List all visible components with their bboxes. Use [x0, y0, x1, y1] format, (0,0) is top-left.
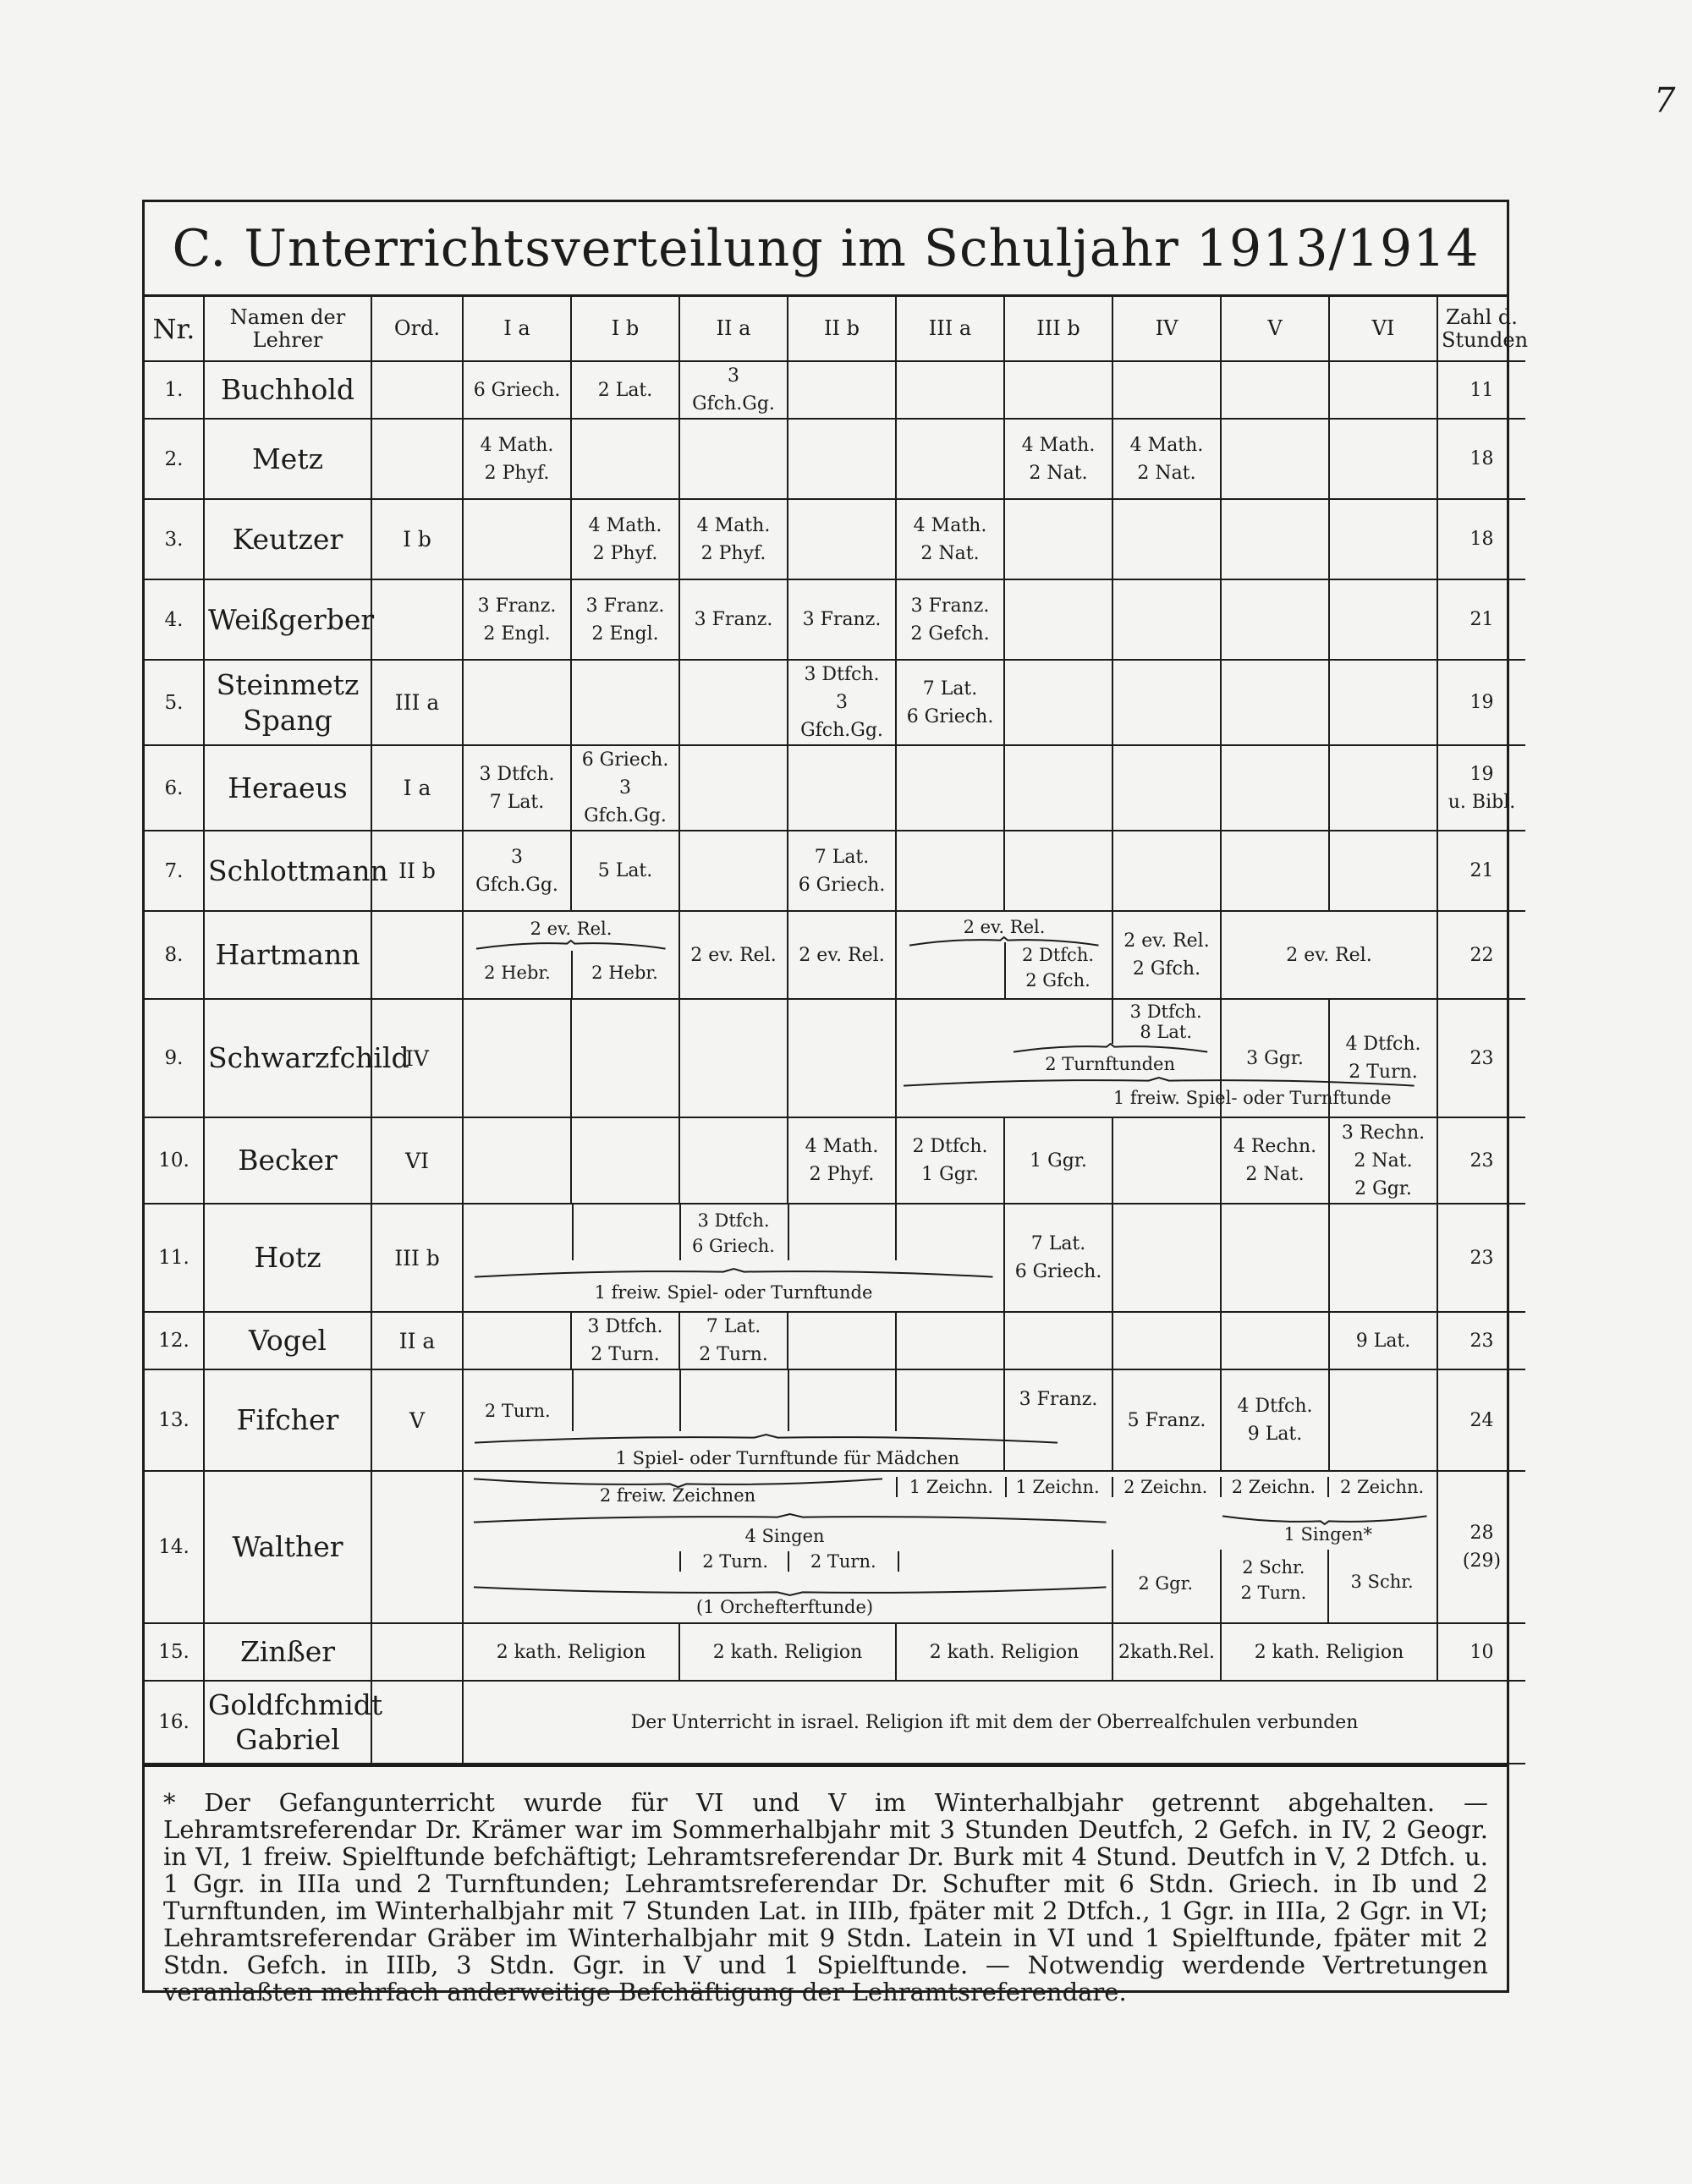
total-hours: 19: [1437, 660, 1525, 745]
cell-note: Der Unterricht in israel. Religion ift mit dem der Oberrealfchulen verbunden: [463, 1681, 1525, 1764]
header-row: [145, 297, 1525, 361]
cell-iv: [1112, 499, 1221, 579]
brace-label: 1 Spiel- oder Turnftunde für Mädchen: [615, 1448, 959, 1468]
cell-ib: [571, 660, 679, 745]
header-class: VI: [1329, 297, 1437, 361]
cell-ib: 2 Hebr.: [591, 963, 658, 983]
cell-iia: 4 Math. 2 Phyf.: [679, 499, 788, 579]
cell-group: 2 kath. Religion: [463, 1623, 679, 1681]
cell-iia: [679, 419, 788, 499]
cell-iiib: [1004, 579, 1112, 660]
header-class: III b: [1004, 297, 1112, 361]
cell-iv: [1112, 361, 1221, 419]
cell-ia-iiia-group: [463, 1204, 1004, 1312]
ordinarius: [371, 579, 463, 660]
cell-ib: [571, 419, 679, 499]
cell-ia: 4 Math. 2 Phyf.: [463, 419, 571, 499]
cell-iib: [788, 745, 896, 831]
cell-zeichnen: 1 Zeichn.: [896, 1477, 1008, 1497]
brace-mark: [1014, 1044, 1207, 1054]
header-class: I b: [571, 297, 679, 361]
brace-label: 2 freiw. Zeichnen: [599, 1485, 756, 1506]
teacher-name: Schlottmann: [204, 831, 371, 911]
cell-group: 2 kath. Religion: [896, 1623, 1112, 1681]
row-number: 12.: [145, 1312, 204, 1369]
total-hours: 23: [1437, 1204, 1525, 1312]
total-hours: 23: [1437, 1312, 1525, 1369]
cell-v: [1221, 745, 1329, 831]
cell-v: [1221, 660, 1329, 745]
table-row: [145, 1471, 1525, 1623]
cell-zeichnen: 2 Zeichn.: [1339, 1477, 1425, 1497]
cell-group: 2 kath. Religion: [1221, 1623, 1437, 1681]
cell-iv: 5 Franz.: [1112, 1369, 1221, 1471]
divider: [788, 1204, 789, 1260]
table-row: [145, 1312, 1525, 1369]
cell-iiia: 2 Dtfch. 1 Ggr.: [896, 1117, 1004, 1204]
cell-iiib: 3 Franz.: [1004, 1369, 1112, 1471]
ordinarius: I b: [371, 499, 463, 579]
header-class: V: [1221, 297, 1329, 361]
brace-label: 2 ev. Rel.: [530, 919, 613, 939]
cell-iia: [679, 660, 788, 745]
total-hours: 24: [1437, 1369, 1525, 1471]
row-number: 11.: [145, 1204, 204, 1312]
teacher-name: Steinmetz Spang: [204, 660, 371, 745]
cell-ia: 2 Hebr.: [484, 963, 551, 983]
schedule-table: [145, 297, 1529, 1764]
cell-vi: [1329, 361, 1437, 419]
cell-v: [1221, 1204, 1329, 1312]
ordinarius: III b: [371, 1204, 463, 1312]
cell-iia: [679, 831, 788, 911]
cell-iv: 3 Dtfch. 8 Lat.: [1129, 1001, 1202, 1043]
row-number: 16.: [145, 1681, 204, 1764]
total-hours: 18: [1437, 499, 1525, 579]
teacher-name: Fifcher: [204, 1369, 371, 1471]
table-row: [145, 999, 1525, 1117]
cell-v: [1221, 831, 1329, 911]
cell-iiia: [896, 1312, 1004, 1369]
header-total: Zahl d. Stunden: [1437, 297, 1525, 361]
row-number: 9.: [145, 999, 204, 1117]
cell-iib: 3 Franz.: [788, 579, 896, 660]
cell-iiia: [896, 831, 1004, 911]
cell-vi: [1329, 1369, 1437, 1471]
table-row: [145, 911, 1525, 999]
cell-ib: 5 Lat.: [571, 831, 679, 911]
brace-mark: [474, 1585, 1107, 1595]
cell-iiia: [896, 361, 1004, 419]
cell-ib: [571, 1117, 679, 1204]
cell-vi: 3 Schr.: [1350, 1572, 1414, 1592]
cell-group: 2kath.Rel.: [1112, 1623, 1221, 1681]
cell-vi: [1329, 419, 1437, 499]
cell-iv: [1112, 1117, 1221, 1204]
schedule-frame: [142, 200, 1529, 2006]
brace-label: 1 freiw. Spiel- oder Turnftunde: [594, 1282, 873, 1303]
cell-iib: 2 ev. Rel.: [788, 911, 896, 999]
total-hours: 23: [1437, 1117, 1525, 1204]
teacher-name: Metz: [204, 419, 371, 499]
divider: [572, 1204, 574, 1260]
cell-iiia: [896, 419, 1004, 499]
cell-iib: [788, 361, 896, 419]
cell-v: [1221, 499, 1329, 579]
cell-ia: [463, 660, 571, 745]
brace-label: 4 Singen: [744, 1526, 825, 1546]
cell-iv: [1112, 1204, 1221, 1312]
ordinarius: [371, 361, 463, 419]
cell-vi: [1329, 499, 1437, 579]
header-name: Namen der Lehrer: [204, 297, 371, 361]
cell-ia: 3 Gfch.Gg.: [463, 831, 571, 911]
cell-ia: [463, 999, 571, 1117]
ordinarius: III a: [371, 660, 463, 745]
cell-ib: 2 Lat.: [571, 361, 679, 419]
brace-mark: [1222, 1514, 1427, 1524]
cell-zeichnen: 2 Zeichn.: [1112, 1477, 1222, 1497]
teacher-name: Becker: [204, 1117, 371, 1204]
teacher-name: Keutzer: [204, 499, 371, 579]
cell-walther-group: [463, 1471, 1437, 1623]
cell-group: 2 kath. Religion: [679, 1623, 896, 1681]
cell-iiib: [1004, 831, 1112, 911]
cell-iib: 7 Lat. 6 Griech.: [788, 831, 896, 911]
brace-label: 1 Singen*: [1283, 1524, 1373, 1545]
cell-ia: [463, 1312, 571, 1369]
cell-ia-ib: [463, 911, 679, 999]
teacher-name: Schwarzfchild: [204, 999, 371, 1117]
cell-iv: [1112, 831, 1221, 911]
brace-mark: [476, 941, 666, 951]
cell-iiia: 3 Franz. 2 Gefch.: [896, 579, 1004, 660]
cell-ib: 3 Franz. 2 Engl.: [571, 579, 679, 660]
cell-iv: [1112, 579, 1221, 660]
ordinarius: [371, 1681, 463, 1764]
cell-iib: [788, 1312, 896, 1369]
total-hours: 19 u. Bibl.: [1437, 745, 1525, 831]
ordinarius: II a: [371, 1312, 463, 1369]
ordinarius: [371, 1471, 463, 1623]
divider: [572, 1370, 574, 1431]
total-hours: 28 (29): [1437, 1471, 1525, 1623]
cell-ia-iiia-group: [463, 1369, 1004, 1471]
cell-iiib: 4 Math. 2 Nat.: [1004, 419, 1112, 499]
teacher-name: Weißgerber: [204, 579, 371, 660]
cell-ib: 3 Dtfch. 2 Turn.: [571, 1312, 679, 1369]
cell-ia: 3 Franz. 2 Engl.: [463, 579, 571, 660]
ordinarius: [371, 419, 463, 499]
total-hours: 21: [1437, 579, 1525, 660]
cell-vi: [1329, 660, 1437, 745]
brace-mark: [904, 1078, 1415, 1088]
cell-iiib: [1004, 361, 1112, 419]
teacher-name: Hartmann: [204, 911, 371, 999]
cell-zeichnen: 2 Zeichn.: [1220, 1477, 1330, 1497]
cell-v-vi: 2 ev. Rel.: [1221, 911, 1437, 999]
footnote: * Der Gefangunterricht wurde für VI und V im Winterhalbjahr getrennt abgehalten. — Lehramtsreferendar Dr. Krämer war im Sommerhalbjahr mit 3 Stunden Deutfch, 2 Gefch. in IV, 2 Geogr. in VI, 1 freiw. Spielftunde befchäftigt; Lehramtsreferendar Dr. Burk mit 4 Stund. Deutfch in V, 2 Dtfch. u. 1 Ggr. in IIIa und 2 Turnftunden; Lehramtsreferendar Dr. Schufter mit 6 Stdn. Griech. in Ib und 2 Turnftunden, im Winterhalbjahr mit 7 Stunden Lat. in IIIb, fpäter mit 2 Dtfch., 1 Ggr. in IIIa, 2 Ggr. in VI; Lehramtsreferendar Gräber im Winterhalbjahr mit 9 Stdn. Latein in VI und 1 Spielftunde, fpäter mit 2 Stdn. Gefch. in IIIb, 3 Stdn. Ggr. in V und 1 Spielftunde. — Notwendig werdende Vertretungen veranlaßten mehrfach anderweitige Befchäftigung der Lehramtsreferendare.: [145, 1764, 1507, 2006]
ordinarius: V: [371, 1369, 463, 1471]
brace-mark: [475, 1435, 1058, 1445]
cell-vi: 3 Rechn. 2 Nat. 2 Ggr.: [1329, 1117, 1437, 1204]
cell-v: [1221, 1312, 1329, 1369]
row-number: 3.: [145, 499, 204, 579]
row-number: 7.: [145, 831, 204, 911]
total-hours: 22: [1437, 911, 1525, 999]
cell-iia: 3 Franz.: [679, 579, 788, 660]
table-row: [145, 1369, 1525, 1471]
row-number: 5.: [145, 660, 204, 745]
cell-iia: 2 ev. Rel.: [679, 911, 788, 999]
teacher-name: Heraeus: [204, 745, 371, 831]
row-number: 8.: [145, 911, 204, 999]
header-class: III a: [896, 297, 1004, 361]
table-row: [145, 361, 1525, 419]
divider: [895, 1370, 897, 1431]
total-hours: 11: [1437, 361, 1525, 419]
cell-ia: [463, 499, 571, 579]
cell-ia: 3 Dtfch. 7 Lat.: [463, 745, 571, 831]
brace-label: (1 Orchefterftunde): [695, 1597, 874, 1617]
cell-zeichnen: 1 Zeichn.: [1003, 1477, 1113, 1497]
cell-iia: 3 Gfch.Gg.: [679, 361, 788, 419]
table-row: [145, 1204, 1525, 1312]
cell-iib: [788, 499, 896, 579]
cell-ib: [571, 999, 679, 1117]
ordinarius: [371, 1623, 463, 1681]
cell-iiia: [896, 745, 1004, 831]
cell-iiib: 7 Lat. 6 Griech.: [1004, 1204, 1112, 1312]
ordinarius: IV: [371, 999, 463, 1117]
ordinarius: VI: [371, 1117, 463, 1204]
table-row: [145, 1681, 1525, 1764]
cell-iiib: [1004, 745, 1112, 831]
cell-v: 3 Ggr.: [1221, 999, 1329, 1117]
cell-iiib: 2 Dtfch. 2 Gfch.: [1021, 945, 1095, 991]
teacher-name: Zinßer: [204, 1623, 371, 1681]
cell-iiib: 1 Ggr.: [1004, 1117, 1112, 1204]
cell-iv: 2 ev. Rel. 2 Gfch.: [1112, 911, 1221, 999]
row-number: 2.: [145, 419, 204, 499]
teacher-name: Vogel: [204, 1312, 371, 1369]
brace-mark: [475, 1269, 993, 1279]
row-number: 6.: [145, 745, 204, 831]
cell-iia: [679, 745, 788, 831]
divider: [788, 1370, 789, 1431]
row-number: 4.: [145, 579, 204, 660]
cell-iia: [679, 999, 788, 1117]
header-class: I a: [463, 297, 571, 361]
ordinarius: I a: [371, 745, 463, 831]
cell-ia: 6 Griech.: [463, 361, 571, 419]
table-row: [145, 660, 1525, 745]
ordinarius: [371, 911, 463, 999]
header-class: II a: [679, 297, 788, 361]
cell-ib: 4 Math. 2 Phyf.: [571, 499, 679, 579]
table-row: [145, 579, 1525, 660]
cell-iiib: [1004, 1312, 1112, 1369]
table-row: [145, 1117, 1525, 1204]
cell-turn-ib: 2 Turn.: [679, 1551, 789, 1572]
cell-ia: [463, 1117, 571, 1204]
teacher-name: Hotz: [204, 1204, 371, 1312]
cell-v: [1221, 579, 1329, 660]
cell-iv-ggr: 2 Ggr.: [1138, 1573, 1194, 1594]
cell-turn-iia: 2 Turn.: [788, 1551, 899, 1572]
cell-v: [1221, 361, 1329, 419]
cell-vi: [1329, 579, 1437, 660]
ordinarius: II b: [371, 831, 463, 911]
header-class: II b: [788, 297, 896, 361]
cell-iib: 3 Dtfch. 3 Gfch.Gg.: [788, 660, 896, 745]
cell-vi: [1329, 1204, 1437, 1312]
page-title: C. Unterrichtsverteilung im Schuljahr 1913/1914: [145, 202, 1507, 297]
cell-iv: [1112, 745, 1221, 831]
total-hours: 23: [1437, 999, 1525, 1117]
cell-vi: [1329, 831, 1437, 911]
brace-label: 2 ev. Rel.: [963, 917, 1046, 937]
header-nr: Nr.: [145, 297, 204, 361]
cell-iib: [788, 419, 896, 499]
cell-v: 4 Dtfch. 9 Lat.: [1221, 1369, 1329, 1471]
cell-iia: 7 Lat. 2 Turn.: [679, 1312, 788, 1369]
divider: [895, 1204, 897, 1260]
table-row: [145, 831, 1525, 911]
table-row: [145, 1623, 1525, 1681]
cell-vi: 4 Dtfch. 2 Turn.: [1329, 999, 1437, 1117]
divider: [679, 1370, 681, 1431]
row-number: 13.: [145, 1369, 204, 1471]
header-ord: Ord.: [371, 297, 463, 361]
cell-iia: 3 Dtfch. 6 Griech.: [692, 1210, 775, 1257]
brace-mark: [474, 1514, 1107, 1524]
cell-v: 2 Schr. 2 Turn.: [1240, 1557, 1307, 1604]
table-row: [145, 745, 1525, 831]
row-number: 10.: [145, 1117, 204, 1204]
table-row: [145, 499, 1525, 579]
cell-iiia: 7 Lat. 6 Griech.: [896, 660, 1004, 745]
cell-vi: 9 Lat.: [1329, 1312, 1437, 1369]
cell-iib: 4 Math. 2 Phyf.: [788, 1117, 896, 1204]
cell-ib: 6 Griech. 3 Gfch.Gg.: [571, 745, 679, 831]
row-number: 1.: [145, 361, 204, 419]
header-class: IV: [1112, 297, 1221, 361]
teacher-name: Buchhold: [204, 361, 371, 419]
total-hours: 18: [1437, 419, 1525, 499]
total-hours: 10: [1437, 1623, 1525, 1681]
table-row: [145, 419, 1525, 499]
cell-v: 4 Rechn. 2 Nat.: [1221, 1117, 1329, 1204]
cell-iib: [788, 999, 896, 1117]
cell-iia: [679, 1117, 788, 1204]
teacher-name: Goldfchmidt Gabriel: [204, 1681, 371, 1764]
cell-vi: [1329, 745, 1437, 831]
cell-ia: 2 Turn.: [484, 1401, 551, 1421]
cell-iv: 4 Math. 2 Nat.: [1112, 419, 1221, 499]
teacher-name: Walther: [204, 1471, 371, 1623]
cell-iv: [1112, 1312, 1221, 1369]
total-hours: 21: [1437, 831, 1525, 911]
brace-label: 2 Turnftunden: [1045, 1054, 1176, 1074]
cell-iiib: [1004, 660, 1112, 745]
cell-v: [1221, 419, 1329, 499]
cell-iiib: [1004, 499, 1112, 579]
cell-iv: [1112, 660, 1221, 745]
cell-iiia-iiib: [896, 911, 1112, 999]
page-number: 7: [1654, 81, 1676, 120]
cell-iiia: 4 Math. 2 Nat.: [896, 499, 1004, 579]
brace-label: 1 freiw. Spiel- oder Turnftunde: [1112, 1088, 1392, 1108]
row-number: 15.: [145, 1623, 204, 1681]
row-number: 14.: [145, 1471, 204, 1623]
